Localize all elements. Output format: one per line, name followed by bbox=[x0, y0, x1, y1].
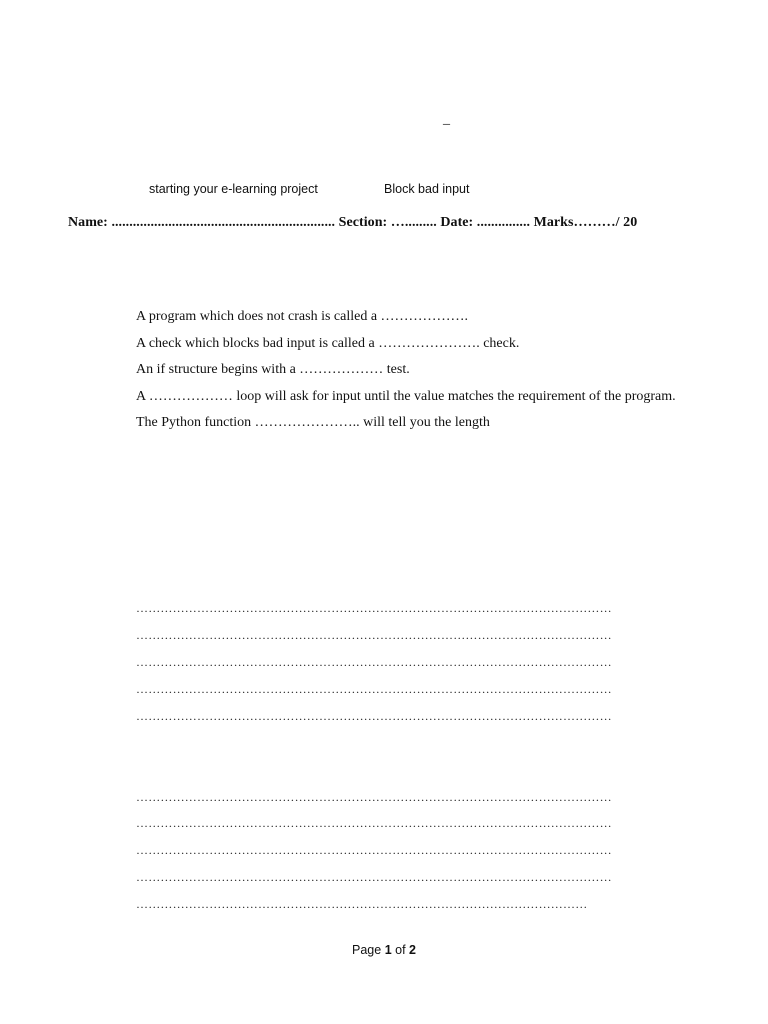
header-mark: _ bbox=[443, 112, 450, 127]
answer-line[interactable]: ……………………………………………………………………………………………………… bbox=[136, 816, 612, 830]
answer-line[interactable]: ……………………………………………………………………………………………………… bbox=[136, 628, 612, 642]
page-number bbox=[352, 943, 416, 957]
question-3: An if structure begins with a ……………… test. bbox=[136, 362, 410, 377]
answer-line[interactable]: ………………………………………………………………………………………………… bbox=[136, 897, 588, 911]
page-word: Page bbox=[352, 943, 382, 957]
question-1: A program which does not crash is called a ………………. bbox=[136, 309, 469, 324]
question-2: A check which blocks bad input is called a …………………. check. bbox=[136, 336, 520, 351]
project-label: starting your e-learning project bbox=[149, 182, 318, 196]
answer-line[interactable]: ……………………………………………………………………………………………………… bbox=[136, 682, 612, 696]
student-info-line: Name: ............................................................... Section: …......... Date: ............... Marks………/ 20 bbox=[68, 215, 638, 230]
answer-line[interactable]: ……………………………………………………………………………………………………… bbox=[136, 870, 612, 884]
answer-line[interactable]: ……………………………………………………………………………………………………… bbox=[136, 655, 612, 669]
question-4: A ……………… loop will ask for input until the value matches the requirement of the program. bbox=[136, 389, 676, 404]
answer-line[interactable]: ……………………………………………………………………………………………………… bbox=[136, 601, 612, 615]
answer-line[interactable]: ……………………………………………………………………………………………………… bbox=[136, 709, 612, 723]
of-word: of bbox=[395, 943, 406, 957]
answer-line[interactable]: ……………………………………………………………………………………………………… bbox=[136, 790, 612, 804]
lesson-title: Block bad input bbox=[384, 182, 470, 196]
current-page: 1 bbox=[384, 943, 392, 957]
question-5: The Python function ………………….. will tell you the length bbox=[136, 415, 490, 430]
answer-line[interactable]: ……………………………………………………………………………………………………… bbox=[136, 843, 612, 857]
total-pages: 2 bbox=[409, 943, 416, 957]
